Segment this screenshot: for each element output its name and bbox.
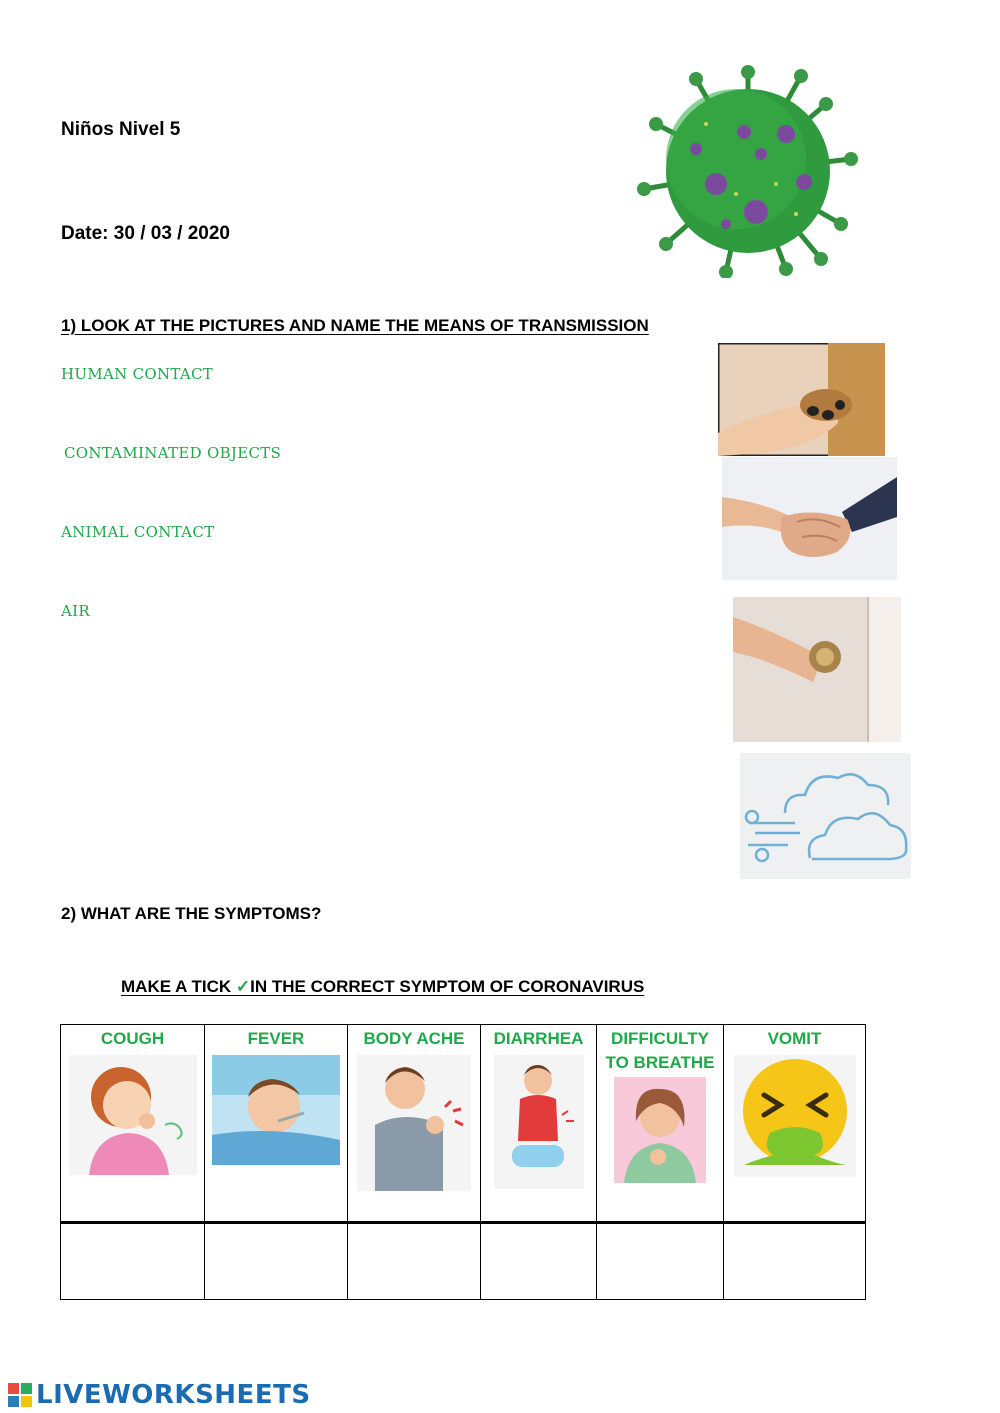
- tick-instruction-before: MAKE A TICK: [121, 977, 236, 996]
- symptom-cell-body-ache: [348, 1025, 481, 1223]
- tick-cell-body-ache[interactable]: [348, 1223, 481, 1300]
- section-2-title: 2) WHAT ARE THE SYMPTOMS?: [61, 904, 322, 923]
- symptoms-table: [60, 1024, 866, 1300]
- symptom-cell-cough: [61, 1025, 205, 1223]
- tick-cell-cough[interactable]: [61, 1223, 205, 1300]
- diarrhea-girl-image: [494, 1055, 584, 1189]
- vomit-emoji-image: [734, 1055, 856, 1177]
- option-human-contact[interactable]: HUMAN CONTACT: [61, 365, 214, 383]
- option-air[interactable]: AIR: [61, 602, 90, 620]
- tick-cell-difficulty-to-breathe[interactable]: [597, 1223, 724, 1300]
- symptom-label-body-ache: BODY ACHE: [363, 1029, 465, 1048]
- tick-cell-fever[interactable]: [205, 1223, 348, 1300]
- symptom-label-cough: COUGH: [100, 1029, 165, 1048]
- symptom-label-diarrhea: DIARRHEA: [493, 1029, 584, 1048]
- tick-cell-vomit[interactable]: [724, 1223, 866, 1300]
- tick-cell-diarrhea[interactable]: [481, 1223, 597, 1300]
- symptom-cell-vomit: [724, 1025, 866, 1223]
- wind-clouds-image: [740, 753, 911, 879]
- dog-paw-hand-image: [718, 343, 885, 456]
- symptom-label-fever: FEVER: [247, 1029, 305, 1048]
- symptom-cell-diarrhea: [481, 1025, 597, 1223]
- liveworksheets-logo-icon: [8, 1383, 32, 1407]
- coughing-girl-image: [69, 1055, 197, 1175]
- section-1-title: 1) LOOK AT THE PICTURES AND NAME THE MEANS OF TRANSMISSION: [61, 316, 649, 335]
- option-contaminated-objects[interactable]: CONTAMINATED OBJECTS: [64, 444, 282, 462]
- option-animal-contact[interactable]: ANIMAL CONTACT: [61, 523, 215, 541]
- symptom-label-vomit: VOMIT: [767, 1029, 822, 1048]
- tick-instruction: [121, 977, 644, 997]
- class-name: Niños Nivel 5: [61, 119, 181, 140]
- liveworksheets-brand: LIVEWORKSHEETS: [36, 1380, 311, 1410]
- tick-instruction-after: IN THE CORRECT SYMPTOM OF CORONAVIRUS: [250, 977, 645, 996]
- symptom-cell-fever: [205, 1025, 348, 1223]
- worksheet-date: Date: 30 / 03 / 2020: [61, 223, 230, 244]
- body-ache-man-image: [357, 1055, 471, 1191]
- fever-man-image: [212, 1055, 340, 1165]
- symptom-label-difficulty-to-breathe: DIFFICULTY TO BREATHE: [605, 1029, 715, 1072]
- coronavirus-image: [636, 64, 860, 278]
- breathing-difficulty-woman-image: [614, 1077, 706, 1183]
- handshake-image: [722, 457, 897, 580]
- symptom-cell-difficulty-to-breathe: [597, 1025, 724, 1223]
- door-knob-image: [733, 597, 901, 742]
- tick-mark-icon: ✓: [235, 977, 251, 996]
